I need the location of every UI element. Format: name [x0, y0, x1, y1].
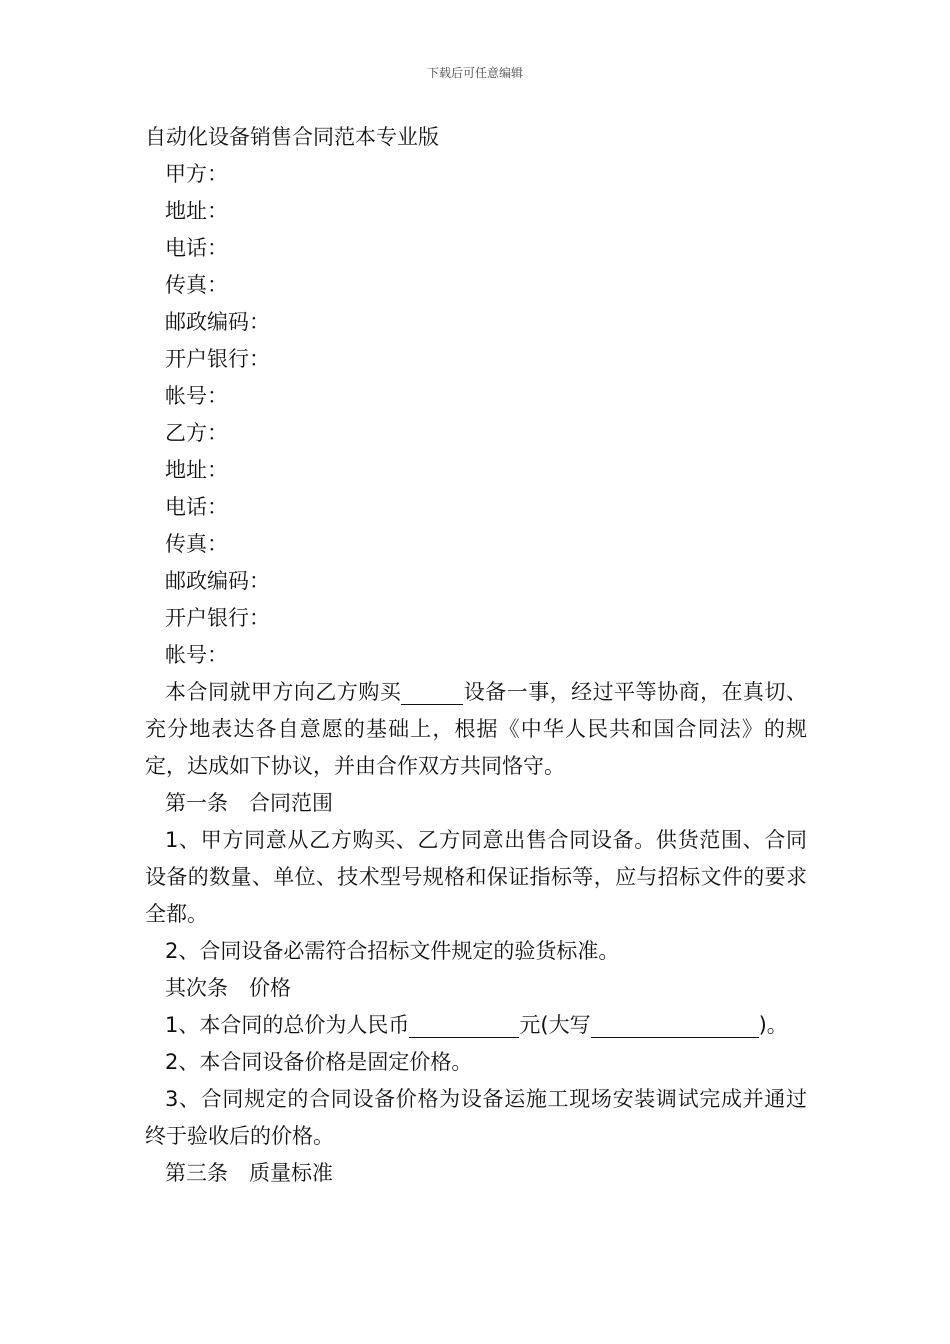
party-a-bank: 开户银行：	[165, 347, 270, 371]
party-a-postcode: 邮政编码：	[165, 310, 270, 334]
equipment-blank	[401, 680, 463, 705]
article1-item2: 2、合同设备必需符合招标文件规定的验货标准。	[165, 939, 620, 963]
intro-text-end: 设备一事，经过平等协商，在真切、充分地表达各自意愿的基础上，根据《中华人民共和国合同法》的规定，达成如下协议，并由合作双方共同恪守。	[145, 680, 807, 778]
party-a-label: 甲方：	[165, 162, 228, 186]
party-a-phone: 电话：	[165, 236, 228, 260]
party-b-phone: 电话：	[165, 495, 228, 519]
document-title: 自动化设备销售合同范本专业版	[145, 125, 439, 149]
party-b-label: 乙方：	[165, 421, 228, 445]
party-b-postcode: 邮政编码：	[165, 569, 270, 593]
article1-item1: 1、甲方同意从乙方购买、乙方同意出售合同设备。供货范围、合同设备的数量、单位、技术型号规格和保证指标等，应与招标文件的要求全都。	[145, 828, 807, 926]
article1-heading: 第一条 合同范围	[165, 791, 333, 815]
article2-item1-text-b: 元(大写	[519, 1013, 591, 1037]
party-a-fax: 传真：	[165, 273, 228, 297]
total-price-blank	[409, 1013, 519, 1038]
contract-body	[145, 119, 807, 1192]
party-a-address: 地址：	[165, 199, 228, 223]
party-a-account: 帐号：	[165, 384, 228, 408]
intro-paragraph	[145, 674, 807, 785]
article2-item3: 3、合同规定的合同设备价格为设备运施工现场安装调试完成并通过终于验收后的价格。	[145, 1087, 807, 1148]
article2-heading: 其次条 价格	[165, 976, 291, 1000]
party-b-account: 帐号：	[165, 643, 228, 667]
party-b-bank: 开户银行：	[165, 606, 270, 630]
article3-heading: 第三条 质量标准	[165, 1161, 333, 1185]
article2-item1	[145, 1007, 807, 1044]
article2-item2: 2、本合同设备价格是固定价格。	[165, 1050, 473, 1074]
article2-item1-text-a: 1、本合同的总价为人民币	[165, 1013, 410, 1037]
party-b-address: 地址：	[165, 458, 228, 482]
total-price-uppercase-blank	[591, 1013, 759, 1038]
intro-text-start: 本合同就甲方向乙方购买	[165, 680, 402, 704]
article2-item1-text-c: )。	[758, 1013, 788, 1037]
page-header-note: 下载后可任意编辑	[426, 66, 523, 80]
party-b-fax: 传真：	[165, 532, 228, 556]
